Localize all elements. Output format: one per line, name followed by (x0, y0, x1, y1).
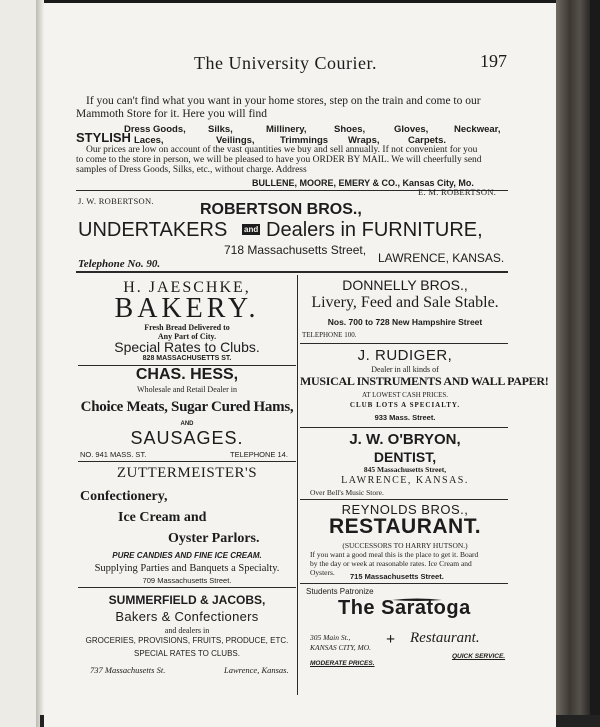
rudiger-dealer: Dealer in all kinds of (371, 365, 439, 374)
facing-page-edge (0, 0, 40, 727)
rudiger-musical: MUSICAL INSTRUMENTS AND WALL PAPER! (300, 374, 549, 388)
and-badge: and (244, 225, 259, 234)
book-gutter (36, 0, 44, 727)
goods-item: Laces, (134, 135, 164, 146)
obryon-street: 845 Massachusetts Street, (363, 465, 447, 474)
donnelly-livery: Livery, Feed and Sale Stable. (311, 294, 499, 311)
reynolds-body-line1: If you want a good meal this is the place to get it. Board (310, 550, 479, 559)
rudiger-name: J. RUDIGER, (357, 347, 453, 364)
reynolds-body-line3: Oysters. (310, 568, 335, 577)
saratoga-restaurant: Restaurant. (410, 630, 480, 646)
divider (78, 461, 296, 462)
saratoga-name: The Saratoga (338, 597, 471, 619)
obryon-over: Over Bell's Music Store. (310, 488, 384, 497)
rudiger-address: 933 Mass. Street. (374, 413, 436, 422)
zutter-pure: PURE CANDIES AND FINE ICE CREAM. (112, 551, 262, 560)
reynolds-name: REYNOLDS BROS., (341, 502, 469, 517)
robertson-street: 718 Massachusetts Street, (224, 243, 367, 257)
donnelly-nos: Nos. 700 to 728 New Hampshire Street (327, 317, 483, 327)
hess-and: AND (180, 421, 194, 427)
jaeschke-fresh: Fresh Bread Delivered to (144, 323, 230, 332)
robertson-telephone: Telephone No. 90. (78, 258, 161, 270)
bullene-body-line1: Our prices are low on account of the vast quantities we buy and sell annually. If not convenient for you (86, 145, 478, 155)
hess-name: CHAS. HESS, (135, 366, 239, 383)
obryon-dentist: DENTIST, (373, 449, 437, 465)
saratoga-students: Students Patronize (306, 587, 374, 596)
rudiger-club: CLUB LOTS A SPECIALTY. (349, 401, 461, 409)
document-page (44, 3, 556, 727)
zutter-address: 709 Massachusetts Street. (142, 576, 232, 585)
obryon-city: LAWRENCE, KANSAS. (341, 475, 469, 486)
goods-item: Wraps, (348, 135, 380, 146)
saratoga-address1: 305 Main St., (310, 633, 351, 642)
jaeschke-address: 828 MASSACHUSETTS ST. (142, 355, 232, 362)
bullene-address: BULLENE, MOORE, EMERY & CO., Kansas City, Mo. (252, 178, 474, 188)
reynolds-address: 715 Massachusetts Street. (350, 572, 444, 581)
robertson-left-name: J. W. ROBERTSON. (78, 196, 154, 206)
goods-item: Veilings, (216, 135, 255, 146)
saratoga-address2: KANSAS CITY, MO. (310, 643, 371, 652)
goods-item: Silks, (208, 124, 233, 135)
goods-item: Neckwear, (454, 124, 501, 135)
robertson-title: ROBERTSON BROS., (200, 201, 362, 218)
bullene-intro-line1: If you can't find what you want in your home stores, step on the train and come to our (86, 95, 481, 107)
jaeschke-name: H. JAESCHKE, (123, 279, 251, 296)
divider (300, 427, 508, 428)
divider (300, 343, 508, 344)
saratoga-moderate: MODERATE PRICES. (310, 660, 375, 667)
sausages-title: SAUSAGES. (130, 428, 244, 448)
dealers-furniture: Dealers in FURNITURE, (266, 219, 483, 241)
jaeschke-any: Any Part of City. (157, 332, 217, 341)
zutter-supplying: Supplying Parties and Banquets a Specialty. (94, 563, 280, 574)
summerfield-name: SUMMERFIELD & JACOBS, (108, 593, 266, 607)
goods-item: Gloves, (394, 124, 429, 135)
saratoga-quick: QUICK SERVICE. (452, 653, 506, 660)
stylish-label: STYLISH (76, 130, 131, 145)
robertson-city: LAWRENCE, KANSAS. (378, 251, 505, 265)
bullene-body-line3: samples of Dress Goods, Silks, etc., without charge. Address (76, 165, 307, 175)
zutter-confectionery: Confectionery, (80, 489, 168, 504)
divider (78, 587, 296, 588)
saratoga-plus: + (386, 631, 396, 648)
summerfield-address: 737 Massachusetts St. (90, 665, 166, 675)
divider (76, 271, 508, 273)
undertakers-label: UNDERTAKERS (78, 219, 228, 241)
divider (300, 499, 508, 500)
summerfield-special: SPECIAL RATES TO CLUBS. (134, 649, 240, 658)
summerfield-dealers: and dealers in (164, 626, 210, 635)
zutter-oyster: Oyster Parlors. (168, 531, 260, 546)
robertson-right-name: E. M. ROBERTSON. (418, 187, 497, 197)
hess-telephone: TELEPHONE 14. (230, 450, 288, 459)
summerfield-city: Lawrence, Kansas. (224, 665, 289, 675)
donnelly-telephone: TELEPHONE 100. (302, 331, 357, 339)
page-number: 197 (480, 51, 507, 71)
goods-item: Dress Goods, (124, 124, 186, 135)
hess-meats: Choice Meats, Sugar Cured Hams, (80, 399, 294, 415)
bullene-intro-line2: Mammoth Store for it. Here you will find (76, 108, 267, 120)
zutter-name: ZUTTERMEISTER'S (116, 465, 258, 481)
reynolds-body-line2: by the day or week at reasonable rates. Ice Cream and (310, 559, 472, 568)
restaurant-title: RESTAURANT. (328, 515, 482, 538)
bakery-title: BAKERY. (114, 293, 260, 324)
goods-item: Millinery, (266, 124, 307, 135)
goods-item: Trimmings (280, 135, 329, 146)
bullene-body-line2: to come to the store in person, we will be pleased to have you ORDER BY MAIL. We will cheerfully send (76, 155, 482, 165)
donnelly-name: DONNELLY BROS., (342, 277, 468, 293)
rudiger-lowest: AT LOWEST CASH PRICES. (361, 391, 449, 399)
book-spine (556, 0, 590, 727)
jaeschke-special: Special Rates to Clubs. (114, 339, 260, 355)
decorative-swash (392, 589, 442, 593)
zutter-icecream: Ice Cream and (118, 510, 207, 525)
goods-item: Carpets. (408, 135, 447, 146)
hess-address: NO. 941 MASS. ST. (80, 450, 147, 459)
goods-item: Shoes, (334, 124, 366, 135)
hess-sub: Wholesale and Retail Dealer in (137, 385, 237, 394)
column-divider (297, 275, 298, 695)
reynolds-successors: (SUCCESSORS TO HARRY HUTSON.) (342, 541, 468, 550)
summerfield-bakers: Bakers & Confectioners (115, 609, 259, 624)
page-title: The University Courier. (194, 53, 377, 73)
obryon-name: J. W. O'BRYON, (349, 431, 461, 448)
divider (300, 583, 508, 584)
summerfield-groceries: GROCERIES, PROVISIONS, FRUITS, PRODUCE, ETC. (85, 636, 289, 645)
